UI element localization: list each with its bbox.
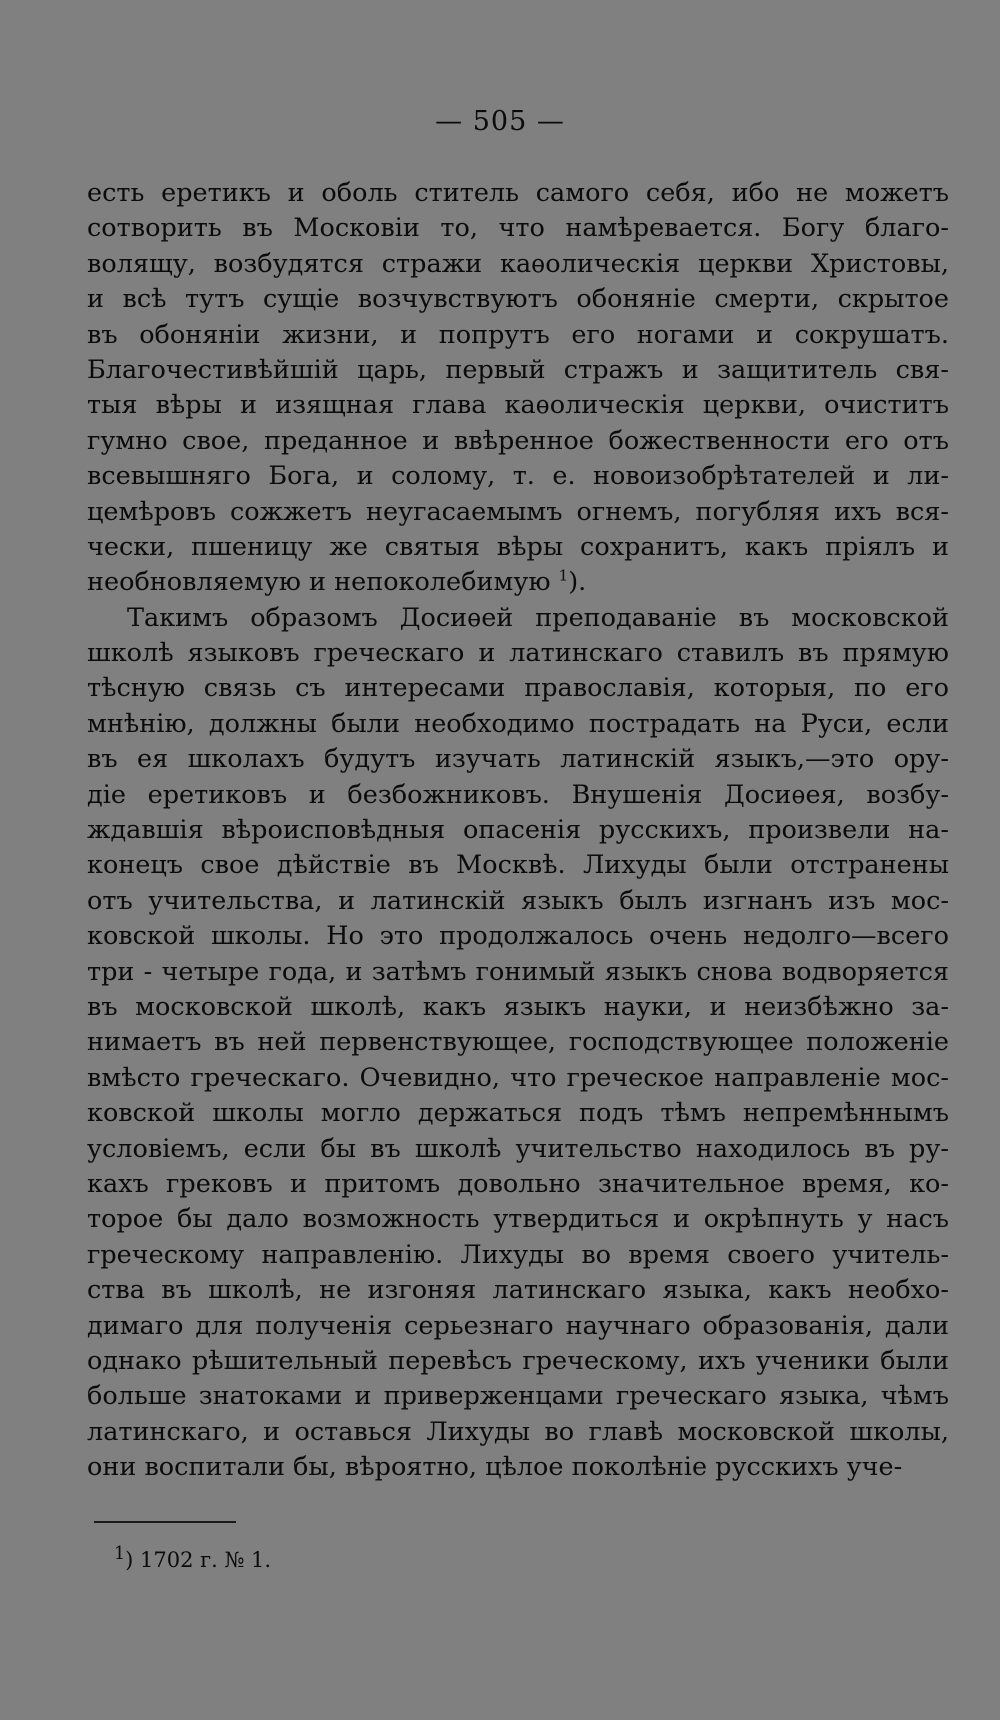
text-line — [87, 1344, 949, 1379]
line-text: тѣсную связь съ интересами православія, которыя, по его — [87, 673, 949, 704]
footnote — [114, 1544, 271, 1572]
line-text: сотворить въ Московіи то, что намѣревается. Богу благо- — [87, 213, 949, 244]
text-line — [87, 1450, 949, 1485]
line-text: нимаетъ въ ней первенствующее, господствующее положеніе — [87, 1027, 949, 1058]
text-line — [87, 211, 949, 246]
line-text: чески, пшеницу же святыя вѣры сохранитъ, какъ пріялъ и — [87, 531, 949, 562]
line-text: волящу, возбудятся стражи каѳолическія церкви Христовы, — [87, 248, 949, 279]
line-text: латинскаго, и оставься Лихуды во главѣ московской школы, — [87, 1416, 949, 1447]
text-line — [87, 495, 949, 530]
text-line — [87, 1096, 949, 1131]
text-line — [87, 990, 949, 1025]
line-text: условіемъ, если бы въ школѣ учительство находилось въ ру- — [87, 1133, 949, 1164]
line-text: Такимъ образомъ Досиѳей преподаваніе въ московской — [127, 602, 949, 633]
line-text: цемѣровъ сожжетъ неугасаемымъ огнемъ, погубляя ихъ вся- — [87, 496, 949, 527]
text-line — [87, 636, 949, 671]
footnote-marker: 1 — [114, 1544, 126, 1564]
text-line — [87, 742, 949, 777]
line-text: школѣ языковъ греческаго и латинскаго ставилъ въ прямую — [87, 638, 949, 669]
footnote-text: ) 1702 г. № 1. — [125, 1548, 272, 1572]
text-line — [87, 565, 949, 600]
text-line — [87, 1202, 949, 1237]
page-number: — 505 — — [435, 106, 565, 137]
text-line — [87, 601, 949, 636]
line-text: три - четыре года, и затѣмъ гонимый языкъ снова водворяется — [87, 956, 949, 987]
text-line — [87, 1379, 949, 1414]
line-text: въ обоняніи жизни, и попрутъ его ногами и сокрушатъ. — [87, 319, 949, 350]
line-text: вмѣсто греческаго. Очевидно, что греческое направленіе мос- — [87, 1062, 949, 1093]
text-line — [87, 530, 949, 565]
text-line — [87, 1061, 949, 1096]
line-text: есть еретикъ и оболь ститель самого себя, ибо не можетъ — [87, 178, 949, 208]
line-text: кахъ грековъ и притомъ довольно значительное время, ко- — [87, 1168, 949, 1199]
body-text — [87, 176, 949, 1485]
line-text: димаго для полученія серьезнаго научнаго образованія, дали — [87, 1310, 949, 1341]
line-text: ства въ школѣ, не изгоняя латинскаго языка, какъ необхо- — [87, 1275, 949, 1306]
paragraph — [87, 176, 949, 601]
line-text: Благочестивѣйшій царь, первый стражъ и защититель свя- — [87, 354, 949, 385]
line-text: діе еретиковъ и безбожниковъ. Внушенія Досиѳея, возбу- — [87, 779, 949, 810]
text-line — [87, 353, 949, 388]
paragraph — [87, 601, 949, 1486]
text-line — [87, 955, 949, 990]
text-line — [87, 707, 949, 742]
line-text: мнѣнію, должны были необходимо пострадать на Руси, если — [87, 708, 949, 739]
line-text: ждавшія вѣроисповѣдныя опасенія русскихъ, произвели на- — [87, 815, 949, 846]
text-line — [87, 919, 949, 954]
line-text: больше знатоками и приверженцами греческаго языка, чѣмъ — [87, 1381, 949, 1412]
line-text: необновляемую и непоколебимую — [87, 567, 551, 598]
text-line — [87, 282, 949, 317]
text-line — [87, 848, 949, 883]
text-line — [87, 424, 949, 459]
text-line — [87, 1415, 949, 1450]
text-line — [87, 813, 949, 848]
line-text: въ ея школахъ будутъ изучать латинскій языкъ,—это ору- — [87, 744, 949, 775]
text-line — [87, 318, 949, 353]
footnote-rule — [94, 1521, 236, 1523]
line-text: въ московской школѣ, какъ языкъ науки, и неизбѣжно за- — [87, 991, 949, 1022]
line-text: ковской школы могло держаться подъ тѣмъ непремѣннымъ — [87, 1098, 949, 1129]
line-text: они воспитали бы, вѣроятно, цѣлое поколѣніе русскихъ уче- — [87, 1452, 903, 1483]
line-text: конецъ свое дѣйствіе въ Москвѣ. Лихуды были отстранены — [87, 850, 949, 881]
line-text: отъ учительства, и латинскій языкъ былъ изгнанъ изъ мос- — [87, 885, 949, 916]
text-line — [87, 247, 949, 282]
text-line — [87, 884, 949, 919]
text-line — [87, 1167, 949, 1202]
text-line — [87, 176, 949, 211]
line-text: и всѣ тутъ сущіе возчувствуютъ обоняніе смерти, скрытое — [87, 284, 949, 315]
line-text: греческому направленію. Лихуды во время своего учитель- — [87, 1239, 949, 1270]
line-text: ковской школы. Но это продолжалось очень недолго—всего — [87, 921, 949, 952]
text-line — [87, 671, 949, 706]
line-text-tail: ). — [568, 567, 587, 598]
text-line — [87, 1025, 949, 1060]
text-line — [87, 1309, 949, 1344]
text-line — [87, 1238, 949, 1273]
line-text: всевышняго Бога, и солому, т. е. новоизобрѣтателей и ли- — [87, 461, 949, 492]
line-text: гумно свое, преданное и ввѣренное божественности его отъ — [87, 425, 949, 456]
footnote-reference: 1 — [558, 566, 569, 585]
text-line — [87, 1273, 949, 1308]
text-line — [87, 1132, 949, 1167]
text-line — [87, 388, 949, 423]
line-text: тыя вѣры и изящная глава каѳолическія церкви, очиститъ — [87, 390, 949, 421]
line-text: однако рѣшительный перевѣсъ греческому, ихъ ученики были — [87, 1345, 949, 1376]
text-line — [87, 778, 949, 813]
line-text: торое бы дало возможность утвердиться и окрѣпнуть у насъ — [87, 1204, 949, 1235]
text-line — [87, 459, 949, 494]
